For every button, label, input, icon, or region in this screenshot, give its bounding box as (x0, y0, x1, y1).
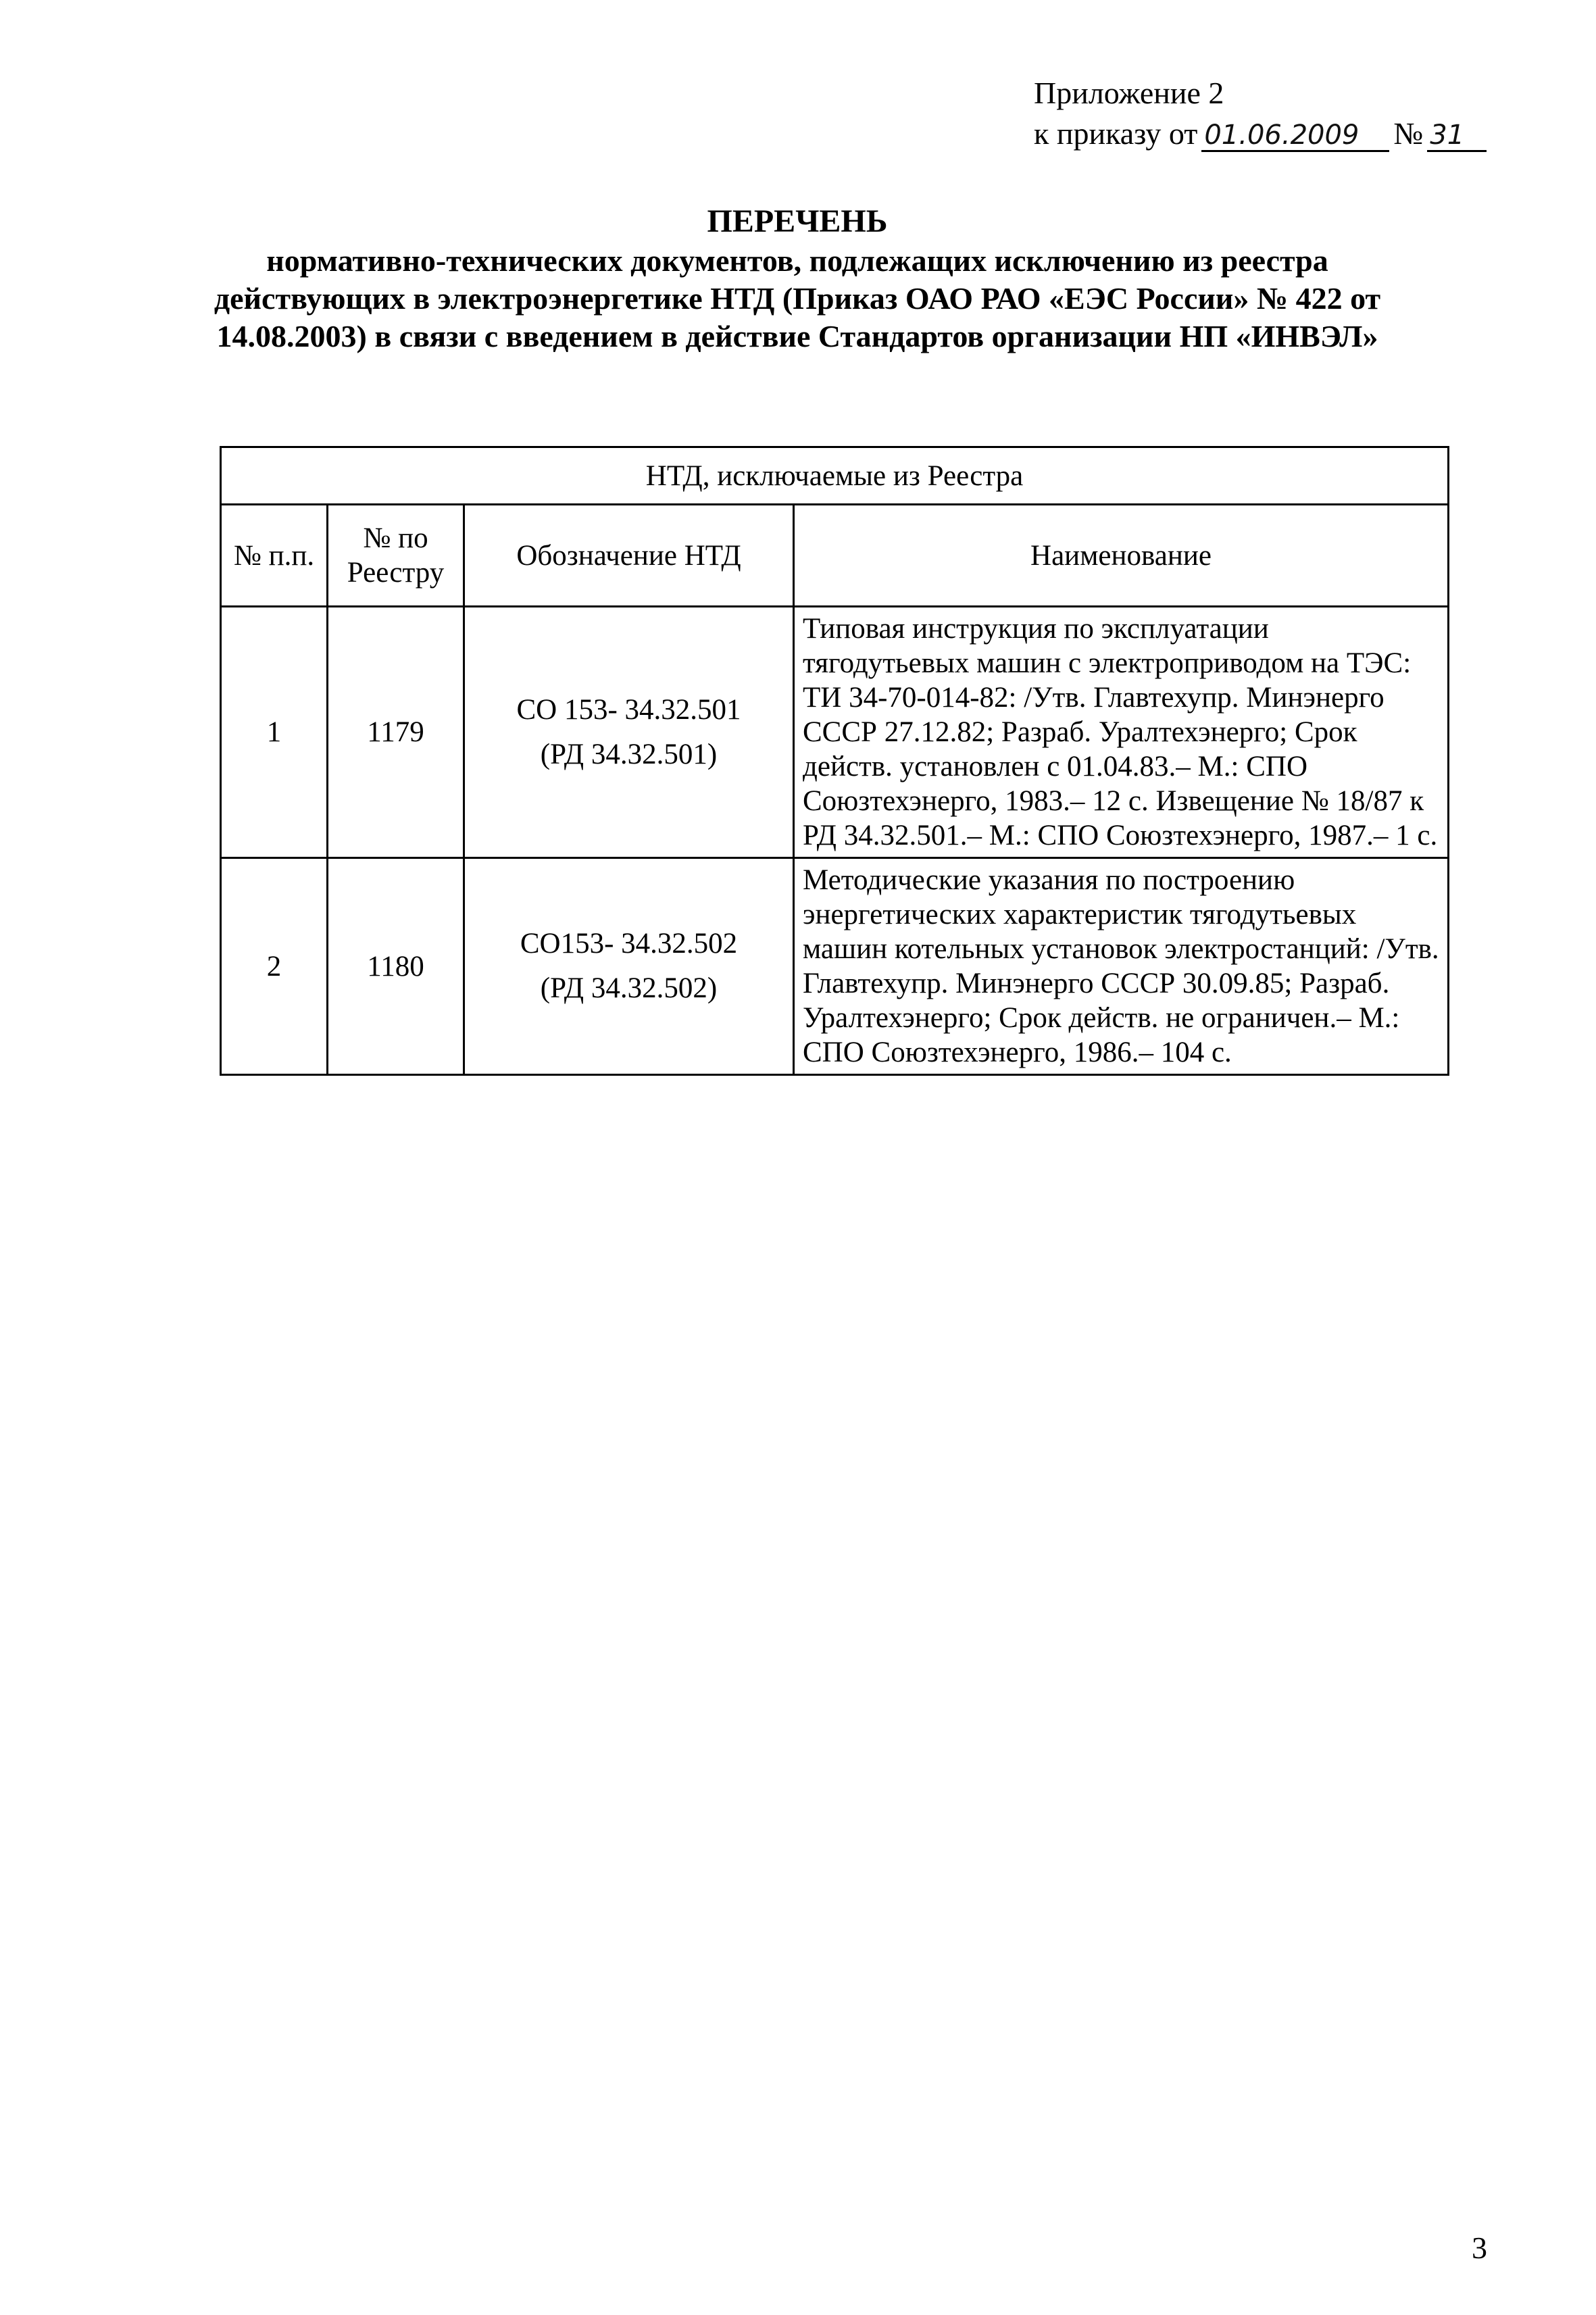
row-registry-number: 1179 (328, 607, 464, 858)
title-heading: ПЕРЕЧЕНЬ (707, 203, 888, 239)
title-subtitle-line-1: нормативно-технических документов, подлежащих исключению из реестра (266, 243, 1328, 278)
row-registry-number: 1180 (328, 858, 464, 1075)
title-subtitle-line-2: действующих в электроэнергетике НТД (Приказ ОАО РАО «ЕЭС России» № 422 от (214, 281, 1381, 316)
document-code-legacy: (РД 34.32.502) (540, 972, 718, 1004)
document-code-primary: СО153- 34.32.502 (520, 928, 738, 960)
header-name: Наименование (794, 505, 1449, 607)
row-document-name: Типовая инструкция по эксплуатации тягодутьевых машин с электроприводом на ТЭС: ТИ 34-70-014-82: /Утв. Главтехупр. Минэнерго СССР 27.12.82; Разраб. Уралтехэнерго; Срок действ. установлен с 01.04.83.– М.: СПО Союзтехэнерго, 1983.– 12 с. Извещение № 18/87 к РД 34.32.501.– М.: СПО Союзтехэнерго, 1987.– 1 с. (794, 607, 1449, 858)
header-registry-line-2: Реестру (347, 557, 445, 589)
header-registry (328, 505, 464, 607)
appendix-order-line (1034, 114, 1547, 154)
row-document-name: Методические указания по построению энергетических характеристик тягодутьевых машин котельных установок электростанций: /Утв. Главтехупр. Минэнерго СССР 30.09.85; Разраб. Уралтехэнерго; Срок действ. не ограничен.– М.: СПО Союзтехэнерго, 1986.– 104 с. (794, 858, 1449, 1075)
title-subtitle-line-3: 14.08.2003) в связи с введением в действие Стандартов организации НП «ИНВЭЛ» (216, 319, 1378, 353)
document-code-primary: СО 153- 34.32.501 (516, 693, 741, 726)
excluded-documents-table (220, 446, 1449, 1076)
document-title (135, 203, 1460, 355)
appendix-reference (1034, 73, 1547, 154)
row-document-code (464, 858, 794, 1075)
row-document-code (464, 607, 794, 858)
table-row (221, 607, 1449, 858)
table-caption: НТД, исключаемые из Реестра (221, 447, 1449, 505)
header-registry-line-1: № по (363, 522, 428, 554)
order-prefix: к приказу от (1034, 116, 1198, 151)
document-code-legacy: (РД 34.32.501) (540, 738, 718, 770)
header-code: Обозначение НТД (464, 505, 794, 607)
header-index: № п.п. (221, 505, 328, 607)
handwritten-order-number: 31 (1427, 120, 1487, 152)
number-sign: № (1393, 116, 1424, 151)
table-header-row (221, 505, 1449, 607)
row-index: 2 (221, 858, 328, 1075)
page-number: 3 (1472, 2231, 1487, 2265)
handwritten-order-date: 01.06.2009 (1201, 120, 1389, 152)
appendix-title: Приложение 2 (1034, 76, 1224, 110)
table-row (221, 858, 1449, 1075)
row-index: 1 (221, 607, 328, 858)
table-caption-row (221, 447, 1449, 505)
